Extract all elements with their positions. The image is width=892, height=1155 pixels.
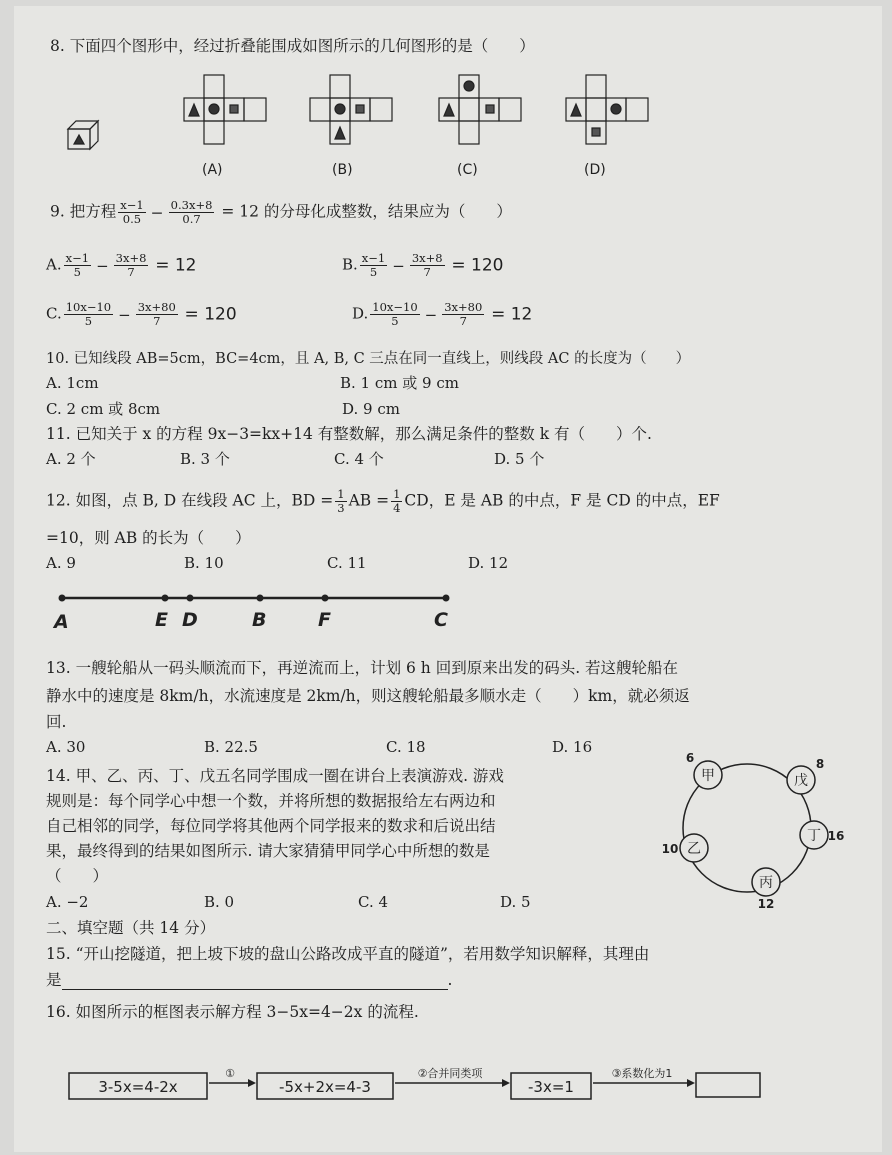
- q10-option-c: C. 2 cm 或 8cm: [46, 400, 161, 418]
- q16-stem: 16. 如图所示的框图表示解方程 3−5x=4−2x 的流程.: [46, 1003, 419, 1021]
- value-yi: 10: [661, 842, 679, 856]
- q10-option-d: D. 9 cm: [342, 400, 400, 418]
- section-2-title: 二、填空题（共 14 分）: [46, 919, 216, 937]
- exam-page: [14, 6, 882, 1152]
- flow-box-3-text: -3x=1: [528, 1078, 574, 1096]
- q15-answer-blank[interactable]: [62, 974, 448, 990]
- label-point-a: A: [54, 611, 69, 633]
- q12-option-c: C. 11: [327, 554, 367, 572]
- q9-tail: = 12 的分母化成整数，结果应为（ ）: [221, 202, 512, 221]
- q9-prefix: 9. 把方程: [50, 202, 117, 221]
- q12-option-a: A. 9: [46, 554, 76, 572]
- flow-box-1-text: 3-5x=4-2x: [98, 1078, 178, 1096]
- q13-option-b: B. 22.5: [204, 738, 258, 756]
- q11-option-c: C. 4 个: [334, 450, 384, 468]
- label-a: (A): [202, 162, 223, 178]
- value-ding: 16: [827, 829, 844, 843]
- q14-line4: 果，最终得到的结果如图所示. 请大家猜猜甲同学心中所想的数是: [46, 842, 490, 860]
- point-d: [187, 595, 194, 602]
- net-d: [566, 75, 648, 144]
- value-wu: 8: [815, 757, 825, 771]
- student-wu: 戊: [794, 773, 808, 789]
- q13-option-c: C. 18: [386, 738, 426, 756]
- q12-stem: 12. 如图，点 B, D 在线段 AC 上，BD = $\frac{1}{3}$ AB = $\frac{1}{4}$ CD，E 是 AB 的中点，F 是 CD 的中点，EF: [46, 487, 720, 515]
- q11-option-d: D. 5 个: [494, 450, 545, 468]
- q12-segment-figure: [50, 584, 470, 636]
- q15-line2: 是 .: [46, 971, 453, 989]
- q9-frac-1: $\frac{x-1}{0.5}$: [120, 198, 144, 226]
- flow-arrow-1-label: ①: [225, 1067, 235, 1080]
- point-e: [162, 595, 169, 602]
- label-point-d: D: [182, 609, 198, 631]
- cube-figure: [68, 121, 98, 149]
- q9-option-a: A. $\frac{x-1}{5}$ − $\frac{3x+8}{7}$ = 12: [46, 251, 197, 279]
- q10-stem: 10. 已知线段 AB=5cm，BC=4cm，且 A, B, C 三点在同一直线上，则线段 AC 的长度为（ ）: [46, 351, 691, 367]
- q14-option-a: A. −2: [46, 893, 89, 911]
- point-c: [443, 595, 450, 602]
- q14-option-d: D. 5: [500, 893, 531, 911]
- q13-line2: 静水中的速度是 8km/h，水流速度是 2km/h，则这艘轮船最多顺水走（ ）km，就必须返: [46, 687, 690, 705]
- flow-box-4: [696, 1073, 760, 1097]
- q14-line3: 自己相邻的同学，每位同学将其他两个同学报来的数求和后说出结: [46, 817, 496, 835]
- label-point-c: C: [434, 609, 448, 631]
- q14-line1: 14. 甲、乙、丙、丁、戊五名同学围成一圈在讲台上表演游戏. 游戏: [46, 767, 504, 785]
- q11-option-a: A. 2 个: [46, 450, 96, 468]
- q14-option-b: B. 0: [204, 893, 235, 911]
- q13-line1: 13. 一艘轮船从一码头顺流而下，再逆流而上，计划 6 h 回到原来出发的码头. 若这艘轮船在: [46, 659, 679, 677]
- label-c: (C): [457, 162, 478, 178]
- label-point-f: F: [318, 609, 331, 631]
- q14-line5: （ ）: [46, 867, 109, 885]
- q15-line1: 15. “开山挖隧道，把上坡下坡的盘山公路改成平直的隧道”，若用数学知识解释，其理由: [46, 945, 650, 963]
- student-ding: 丁: [807, 828, 821, 844]
- q14-line2: 规则是：每个同学心中想一个数，并将所想的数据报给左右两边和: [46, 792, 496, 810]
- label-d: (D): [584, 162, 606, 178]
- flow-arrow-2-label: ②合并同类项: [417, 1067, 483, 1080]
- student-yi: 乙: [687, 841, 701, 857]
- q10-option-b: B. 1 cm 或 9 cm: [340, 374, 459, 392]
- student-jia: 甲: [701, 768, 715, 784]
- net-b: [310, 75, 392, 144]
- q12-option-d: D. 12: [468, 554, 509, 572]
- q13-option-d: D. 16: [552, 738, 593, 756]
- q8-stem: 8. 下面四个图形中，经过折叠能围成如图所示的几何图形的是（ ）: [50, 37, 535, 55]
- q14-option-c: C. 4: [358, 893, 389, 911]
- student-bing: 丙: [759, 875, 773, 891]
- q13-line3: 回.: [46, 713, 67, 731]
- q9-frac-2: $\frac{0.3x+8}{0.7}$: [170, 198, 213, 226]
- net-a: [184, 75, 266, 144]
- q9-option-c: C. $\frac{10x-10}{5}$ − $\frac{3x+80}{7}$ = 120: [46, 300, 237, 328]
- net-c: [439, 75, 521, 144]
- q12-option-b: B. 10: [184, 554, 224, 572]
- q12-stem-line2: =10，则 AB 的长为（ ）: [46, 529, 251, 547]
- point-f: [322, 595, 329, 602]
- q10-option-a: A. 1cm: [46, 374, 99, 392]
- q14-circle-figure: [654, 750, 844, 910]
- value-bing: 12: [757, 897, 775, 910]
- flow-box-2-text: -5x+2x=4-3: [279, 1078, 371, 1096]
- label-point-b: B: [252, 609, 267, 631]
- q11-stem: 11. 已知关于 x 的方程 9x−3=kx+14 有整数解，那么满足条件的整数 k 有（ ）个.: [46, 425, 652, 443]
- q9-option-b: B. $\frac{x-1}{5}$ − $\frac{3x+8}{7}$ = 120: [342, 251, 504, 279]
- q9-option-d: D. $\frac{10x-10}{5}$ − $\frac{3x+80}{7}$ = 12: [352, 300, 533, 328]
- q9-stem: 9. 把方程 $\frac{x-1}{0.5}$ − $\frac{0.3x+8}{0.7}$ = 12 的分母化成整数，结果应为（ ）: [50, 198, 512, 226]
- q11-option-b: B. 3 个: [180, 450, 230, 468]
- flow-arrow-3-label: ③系数化为1: [611, 1067, 673, 1080]
- value-jia: 6: [685, 751, 695, 765]
- point-b: [257, 595, 264, 602]
- label-b: (B): [332, 162, 353, 178]
- point-a: [59, 595, 66, 602]
- label-point-e: E: [155, 609, 168, 631]
- q13-option-a: A. 30: [46, 738, 86, 756]
- q15-line2-text: 是: [46, 971, 62, 989]
- q16-flowchart: [64, 1061, 784, 1107]
